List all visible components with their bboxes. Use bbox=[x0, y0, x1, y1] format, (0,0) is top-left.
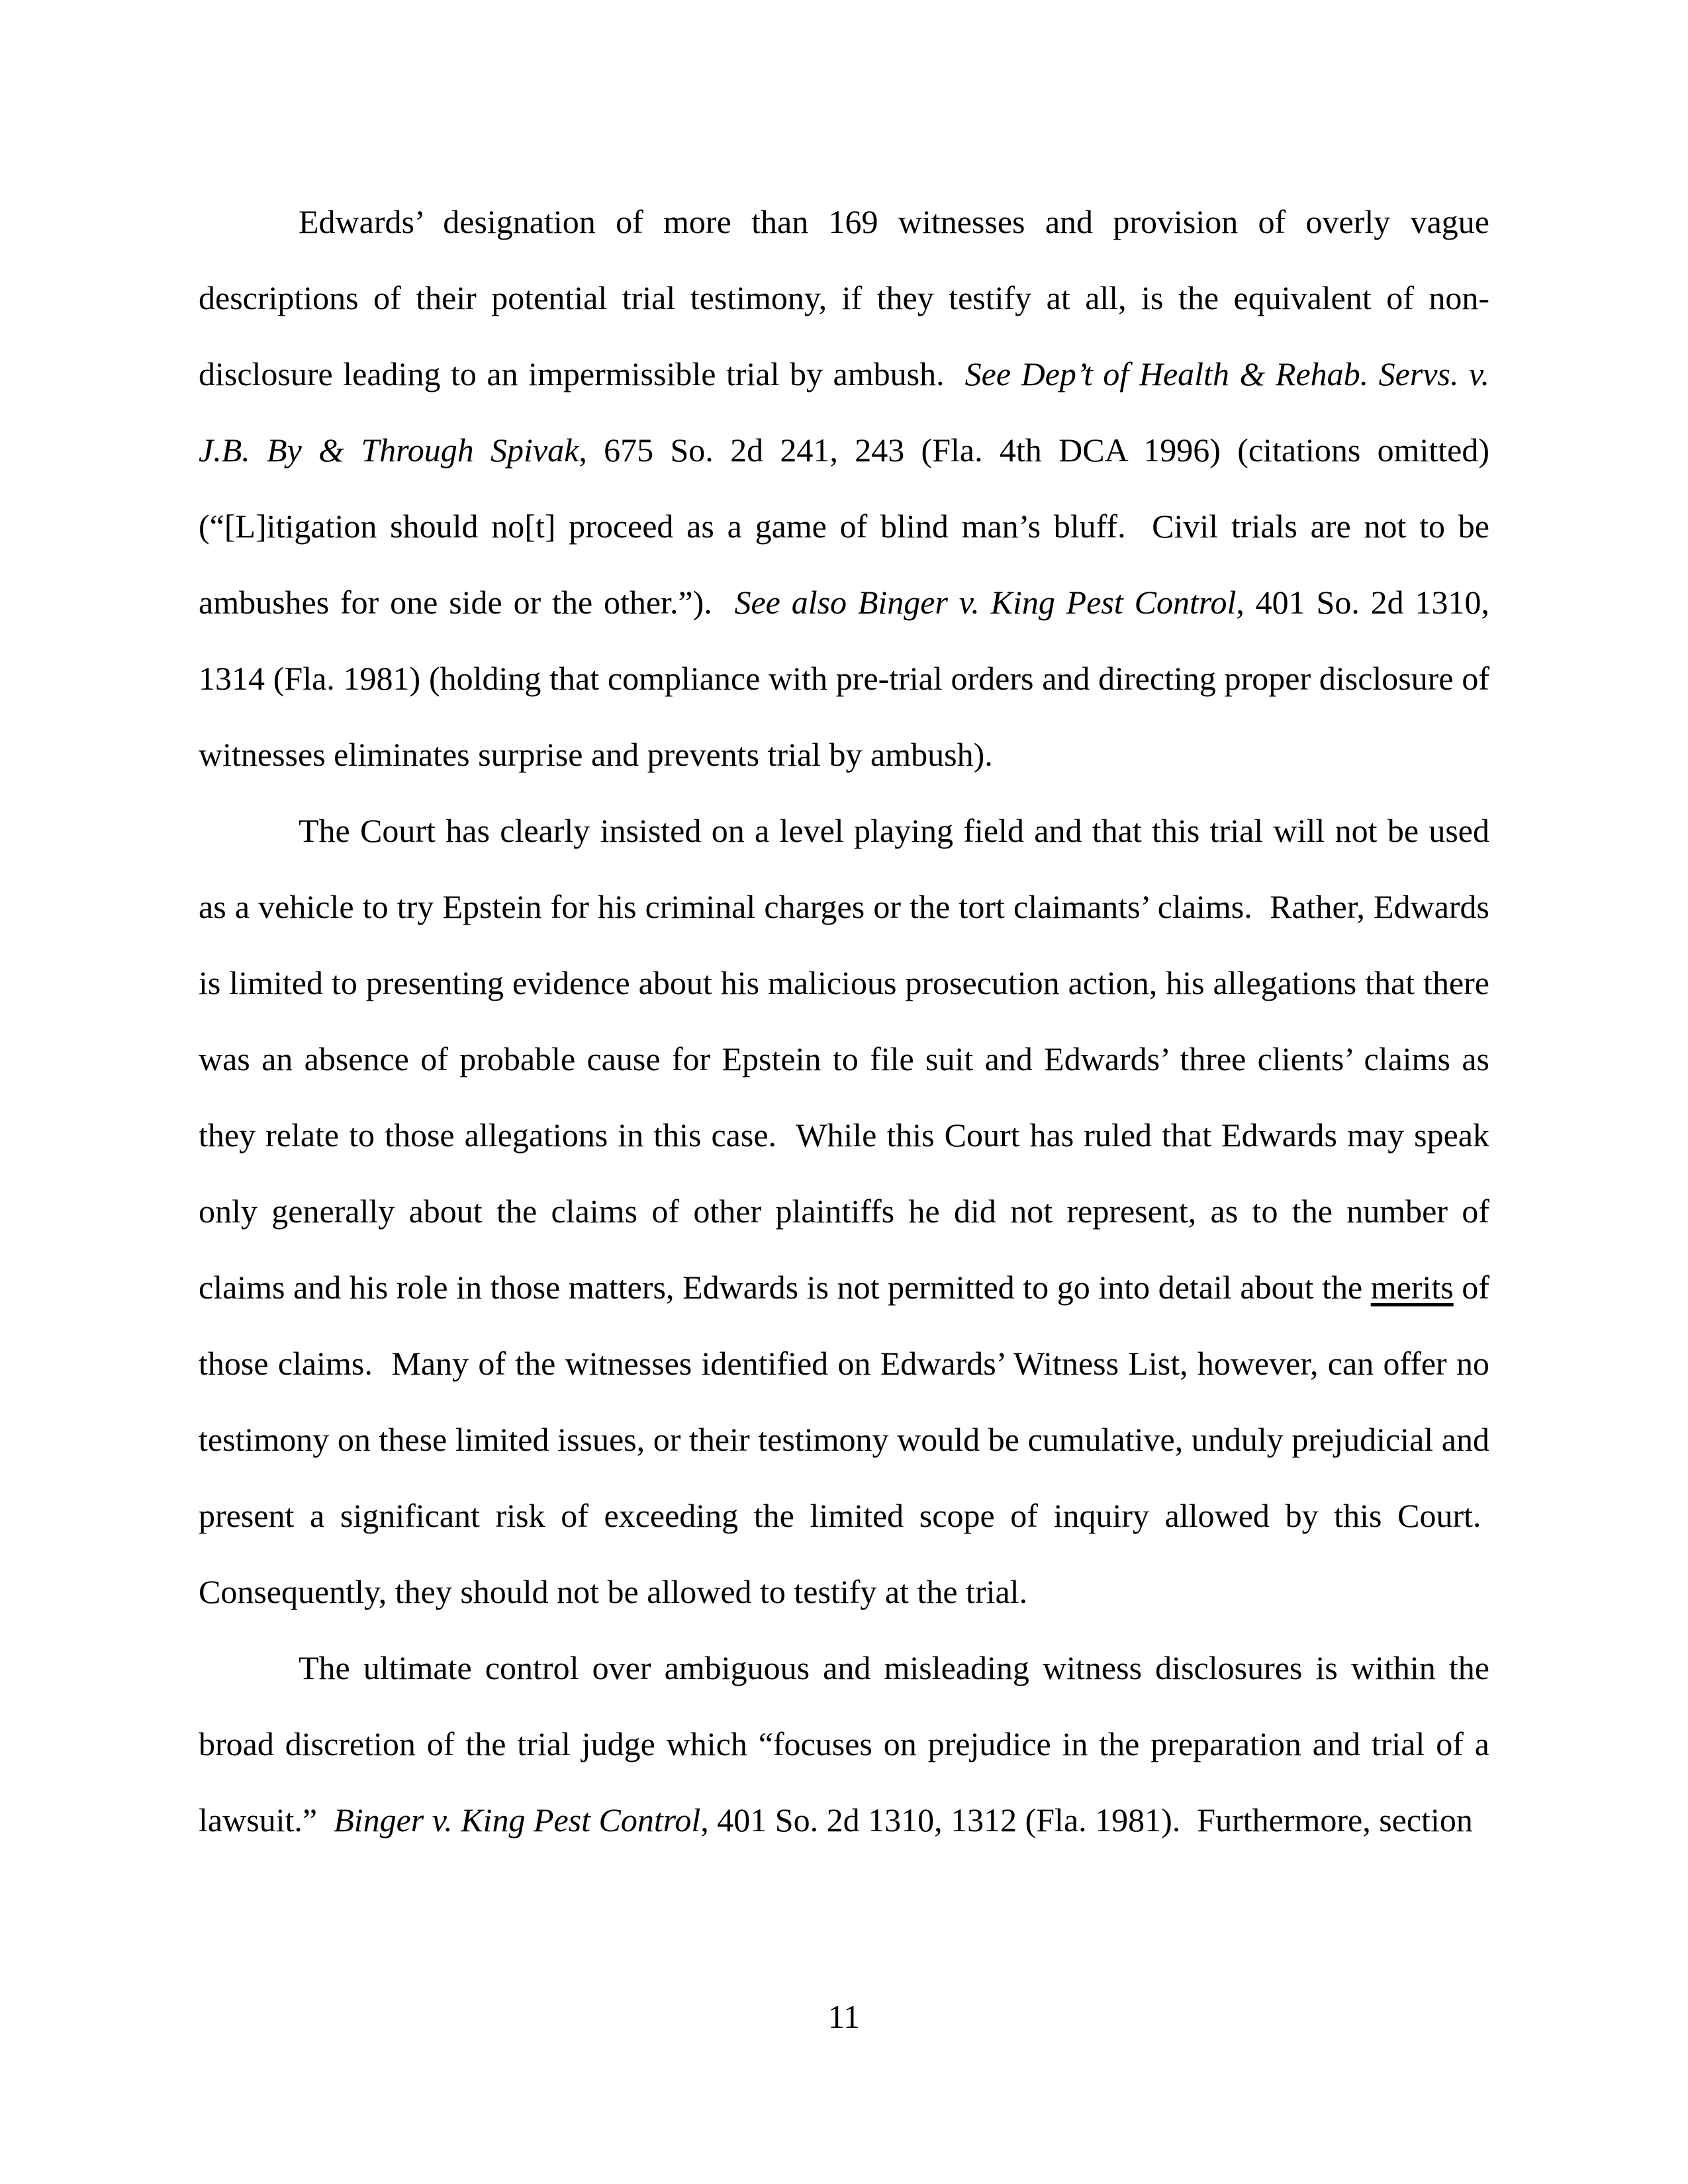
body-text: Edwards’ designation of more than 169 witnesses and provision of overly vague descriptions of their potential trial testimony, if they testify at all, is the equivalent of non-disclosure leading to an impermissible trial by ambush. bbox=[199, 203, 1489, 392]
body-text: The Court has clearly insisted on a level playing field and that this trial will not be used as a vehicle to try Epstein for his criminal charges or the tort claimants’ claims. Rather, Edwards is limited to presenting evidence about his malicious prosecution action, his allegations that there was an absence of probable cause for Epstein to file suit and Edwards’ three clients’ claims as they relate to those allegations in this case. While this Court has ruled that Edwards may speak only generally about the claims of other plaintiffs he did not represent, as to the number of claims and his role in those matters, Edwards is not permitted to go into detail about the bbox=[199, 812, 1489, 1306]
paragraph bbox=[199, 793, 1489, 1630]
page-number: 11 bbox=[827, 1998, 861, 2035]
body-text: , 401 So. 2d 1310, 1312 (Fla. 1981). Furthermore, section bbox=[700, 1801, 1473, 1839]
body-text: , 401 So. 2d 1310, 1314 (Fla. 1981) (holding that compliance with pre-trial orders and directing proper disclosure of witnesses eliminates surprise and prevents trial by ambush). bbox=[199, 584, 1489, 773]
body-text: , 675 So. 2d 241, 243 (Fla. 4th DCA 1996) (citations omitted) (“[L]itigation should no[t] proceed as a game of blind man’s bluff. Civil trials are not to be ambushes for one side or the other.”). bbox=[199, 432, 1490, 621]
citation-text: See also Binger v. King Pest Control bbox=[734, 584, 1237, 621]
paragraph bbox=[199, 1630, 1489, 1858]
citation-text: Binger v. King Pest Control bbox=[334, 1801, 701, 1839]
paragraph bbox=[199, 184, 1489, 793]
citation-text: See Dep’t of Health & Rehab. Servs. v. J.B. By & Through Spivak bbox=[199, 355, 1489, 469]
document-body bbox=[199, 184, 1489, 1858]
body-text: The ultimate control over ambiguous and misleading witness disclosures is within the broad discretion of the trial judge which “focuses on prejudice in the preparation and trial of a lawsuit.” bbox=[199, 1649, 1489, 1839]
body-text: of those claims. Many of the witnesses identified on Edwards’ Witness List, however, can offer no testimony on these limited issues, or their testimony would be cumulative, unduly prejudicial and present a significant risk of exceeding the limited scope of inquiry allowed by this Court. Consequently, they should not be allowed to testify at the trial. bbox=[199, 1269, 1489, 1610]
page-footer bbox=[0, 1997, 1688, 2036]
underlined-text: merits bbox=[1370, 1269, 1454, 1306]
